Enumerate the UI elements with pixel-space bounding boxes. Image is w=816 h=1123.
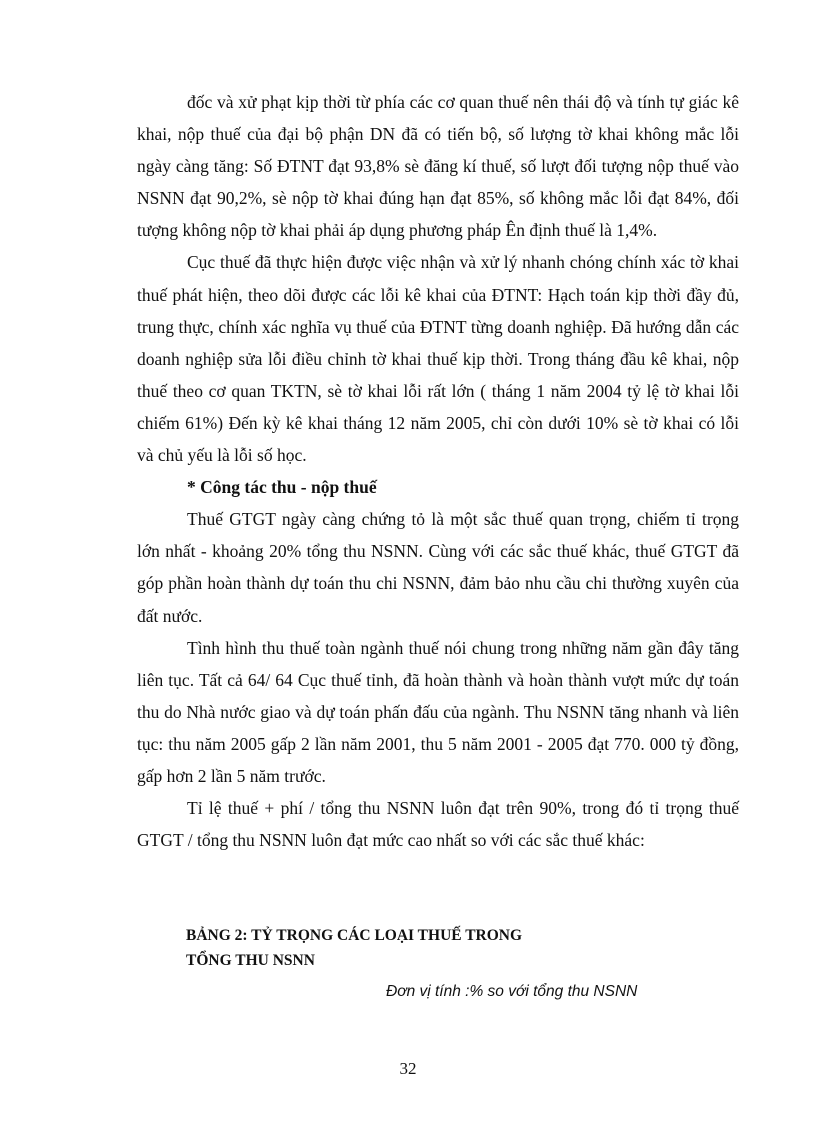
paragraph-revenue-growth: Tình hình thu thuế toàn ngành thuế nói chung trong những năm gần đây tăng liên tục. Tất cả 64/ 64 Cục thuế tỉnh, đã hoàn thành và hoàn thành vượt mức dự toán thu do Nhà nước giao và dự toán phấn đấu của ngành. Thu NSNN tăng nhanh và liên tục: thu năm 2005 gấp 2 lần năm 2001, thu 5 năm 2001 - 2005 đạt 770. 000 tỷ đồng, gấp hơn 2 lần 5 năm trước. — [137, 637, 739, 786]
unit-note: Đơn vị tính :% so với tổng thu NSNN — [386, 983, 638, 1000]
table-caption — [186, 923, 586, 973]
page-number: 32 — [399, 1059, 417, 1078]
paragraph-tax-ratio: Tỉ lệ thuế + phí / tổng thu NSNN luôn đạt trên 90%, trong đó tỉ trọng thuế GTGT / tổng thu NSNN luôn đạt mức cao nhất so với các sắc thuế khác: — [137, 798, 739, 851]
section-heading: * Công tác thu - nộp thuế — [187, 477, 377, 498]
paragraph-vat-importance: Thuế GTGT ngày càng chứng tỏ là một sắc thuế quan trọng, chiếm tỉ trọng lớn nhất - khoảng 20% tổng thu NSNN. Cùng với các sắc thuế khác, thuế GTGT đã góp phần hoàn thành dự toán thu chi NSNN, đảm bảo nhu cầu chi thường xuyên của đất nước. — [137, 509, 739, 626]
table-caption-line-2: TỔNG THU NSNN — [186, 952, 315, 969]
table-caption-line-1: BẢNG 2: TỶ TRỌNG CÁC LOẠI THUẾ TRONG — [186, 927, 523, 944]
paragraph-continuation: đốc và xử phạt kịp thời từ phía các cơ quan thuế nên thái độ và tính tự giác kê khai, nộp thuế của đại bộ phận DN đã có tiến bộ, số lượng tờ khai không mắc lỗi ngày càng tăng: Số ĐTNT đạt 93,8% sè đăng kí thuế, số lượt đối tượng nộp thuế vào NSNN đạt 90,2%, sè nộp tờ khai đúng hạn đạt 85%, số không mắc lỗi đạt 84%, đối tượng không nộp tờ khai phải áp dụng phương pháp Ên định thuế là 1,4%. — [137, 92, 739, 241]
body-text — [137, 86, 739, 856]
paragraph-tax-processing: Cục thuế đã thực hiện được việc nhận và xử lý nhanh chóng chính xác tờ khai thuế phát hiện, theo dõi được các lỗi kê khai của ĐTNT: Hạch toán kịp thời đầy đủ, trung thực, chính xác nghĩa vụ thuế của ĐTNT từng doanh nghiệp. Đã hướng dẫn các doanh nghiệp sửa lỗi điều chỉnh tờ khai thuế kịp thời. Trong tháng đầu kê khai, nộp thuế theo cơ quan TKTN, sè tờ khai lỗi rất lớn ( tháng 1 năm 2004 tỷ lệ tờ khai lỗi chiếm 61%) Đến kỳ kê khai tháng 12 năm 2005, chỉ còn dưới 10% sè tờ khai có lỗi và chủ yếu là lỗi số học. — [137, 252, 739, 466]
